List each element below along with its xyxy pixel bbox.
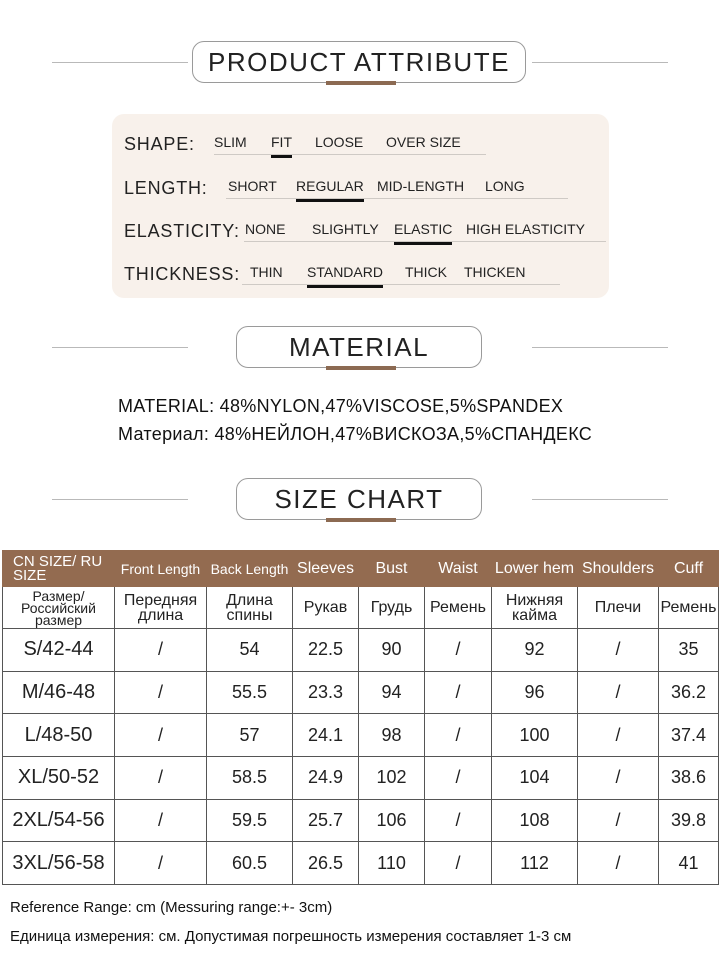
measure-cell: 36.2 <box>659 671 719 714</box>
option-slightly: SLIGHTLY <box>312 221 379 237</box>
measure-cell: 92 <box>492 629 578 672</box>
measure-cell: / <box>425 842 492 885</box>
attr-label: SHAPE: <box>124 134 195 154</box>
measure-cell: 106 <box>359 799 425 842</box>
option-standard-selected: STANDARD <box>307 264 383 280</box>
section-title: PRODUCT ATTRIBUTE <box>208 46 510 77</box>
option-thicken: THICKEN <box>464 264 526 280</box>
header-cell: Back Length <box>207 551 293 587</box>
table-row <box>3 799 719 842</box>
divider-left <box>52 347 188 348</box>
size-cell: XL/50-52 <box>3 757 115 800</box>
option-over-size: OVER SIZE <box>386 134 461 150</box>
attr-row-length <box>124 168 604 198</box>
table-row <box>3 842 719 885</box>
header-cell: Cuff <box>659 551 719 587</box>
measure-cell: 100 <box>492 714 578 757</box>
table-header-ru <box>3 587 719 629</box>
option-slim: SLIM <box>214 134 247 150</box>
measure-cell: / <box>115 671 207 714</box>
measure-cell: / <box>578 629 659 672</box>
table-row <box>3 714 719 757</box>
measure-cell: 24.1 <box>293 714 359 757</box>
title-accent-bar <box>326 366 396 370</box>
size-cell: 3XL/56-58 <box>3 842 115 885</box>
measure-cell: / <box>425 671 492 714</box>
option-fit-selected: FIT <box>271 134 292 150</box>
title-accent-bar <box>326 518 396 522</box>
measure-cell: / <box>578 714 659 757</box>
measure-cell: 26.5 <box>293 842 359 885</box>
size-cell: S/42-44 <box>3 629 115 672</box>
measure-cell: 25.7 <box>293 799 359 842</box>
table-row <box>3 629 719 672</box>
title-accent-bar <box>326 81 396 85</box>
product-attribute-header <box>0 41 720 85</box>
header-cell: CN SIZE/ RU SIZE <box>3 551 115 587</box>
header-cell: Длина спины <box>207 587 293 629</box>
measure-cell: 98 <box>359 714 425 757</box>
header-cell: Lower hem <box>492 551 578 587</box>
divider-left <box>52 499 188 500</box>
size-chart-header <box>0 478 720 522</box>
option-thick: THICK <box>405 264 447 280</box>
divider-right <box>532 347 668 348</box>
table-header-en <box>3 551 719 587</box>
divider-left <box>52 62 188 63</box>
attribute-panel <box>112 114 609 298</box>
material-header <box>0 326 720 370</box>
measure-cell: 23.3 <box>293 671 359 714</box>
attr-label: THICKNESS: <box>124 264 241 284</box>
measure-cell: / <box>578 842 659 885</box>
measure-cell: 112 <box>492 842 578 885</box>
header-cell: Ремень <box>659 587 719 629</box>
measure-cell: 108 <box>492 799 578 842</box>
attr-label: LENGTH: <box>124 178 208 198</box>
measure-cell: / <box>115 799 207 842</box>
measure-cell: / <box>578 671 659 714</box>
header-cell: Грудь <box>359 587 425 629</box>
size-cell: L/48-50 <box>3 714 115 757</box>
header-cell: Плечи <box>578 587 659 629</box>
attr-row-shape <box>124 124 604 154</box>
header-cell: Bust <box>359 551 425 587</box>
header-cell: Front Length <box>115 551 207 587</box>
measure-cell: 60.5 <box>207 842 293 885</box>
attr-label: ELASTICITY: <box>124 221 240 241</box>
header-cell: Нижняя кайма <box>492 587 578 629</box>
measure-cell: / <box>578 799 659 842</box>
option-regular-selected: REGULAR <box>296 178 364 194</box>
header-cell: Shoulders <box>578 551 659 587</box>
option-elastic-selected: ELASTIC <box>394 221 453 237</box>
option-thin: THIN <box>250 264 283 280</box>
section-title-box <box>236 478 482 520</box>
measure-cell: 54 <box>207 629 293 672</box>
option-short: SHORT <box>228 178 277 194</box>
measure-cell: 104 <box>492 757 578 800</box>
header-cell: Рукав <box>293 587 359 629</box>
section-title: MATERIAL <box>288 331 430 362</box>
size-chart-table <box>2 550 719 885</box>
measure-cell: 96 <box>492 671 578 714</box>
option-underline <box>226 198 568 199</box>
measure-cell: / <box>115 842 207 885</box>
option-underline <box>214 154 486 155</box>
measure-cell: / <box>115 757 207 800</box>
option-underline <box>242 284 560 285</box>
measure-cell: 55.5 <box>207 671 293 714</box>
measure-cell: 57 <box>207 714 293 757</box>
measure-cell: 94 <box>359 671 425 714</box>
footnote-en: Reference Range: cm (Messuring range:+- 3cm) <box>10 899 333 916</box>
measure-cell: 38.6 <box>659 757 719 800</box>
attr-row-thickness <box>124 254 604 284</box>
measure-cell: 110 <box>359 842 425 885</box>
attr-row-elasticity <box>124 211 604 241</box>
option-high-elasticity: HIGH ELASTICITY <box>466 221 586 237</box>
measure-cell: 39.8 <box>659 799 719 842</box>
table-row <box>3 757 719 800</box>
measure-cell: / <box>425 799 492 842</box>
header-cell: Waist <box>425 551 492 587</box>
option-mid-length: MID-LENGTH <box>377 178 465 194</box>
measure-cell: 102 <box>359 757 425 800</box>
header-cell: Размер/ Российский размер <box>3 587 115 629</box>
option-none: NONE <box>245 221 286 237</box>
measure-cell: 41 <box>659 842 719 885</box>
table-row <box>3 671 719 714</box>
header-cell: Sleeves <box>293 551 359 587</box>
size-cell: 2XL/54-56 <box>3 799 115 842</box>
measure-cell: 58.5 <box>207 757 293 800</box>
measure-cell: 22.5 <box>293 629 359 672</box>
measure-cell: 90 <box>359 629 425 672</box>
option-loose: LOOSE <box>315 134 364 150</box>
size-cell: M/46-48 <box>3 671 115 714</box>
material-line-ru: Материал: 48%НЕЙЛОН,47%ВИСКОЗА,5%СПАНДЕКС <box>118 424 593 444</box>
material-line-en: MATERIAL: 48%NYLON,47%VISCOSE,5%SPANDEX <box>118 396 564 416</box>
measure-cell: / <box>578 757 659 800</box>
header-cell: Передняя длина <box>115 587 207 629</box>
divider-right <box>532 499 668 500</box>
measure-cell: / <box>425 757 492 800</box>
measure-cell: 35 <box>659 629 719 672</box>
section-title-box <box>192 41 526 83</box>
measure-cell: / <box>425 714 492 757</box>
measure-cell: 59.5 <box>207 799 293 842</box>
measure-cell: 37.4 <box>659 714 719 757</box>
measure-cell: 24.9 <box>293 757 359 800</box>
measure-cell: / <box>115 629 207 672</box>
measure-cell: / <box>425 629 492 672</box>
section-title-box <box>236 326 482 368</box>
divider-right <box>532 62 668 63</box>
section-title: SIZE CHART <box>274 483 444 514</box>
measure-cell: / <box>115 714 207 757</box>
footnote-ru: Единица измерения: см. Допустимая погрешность измерения составляет 1-3 см <box>10 928 572 945</box>
option-long: LONG <box>485 178 525 194</box>
header-cell: Ремень <box>425 587 492 629</box>
